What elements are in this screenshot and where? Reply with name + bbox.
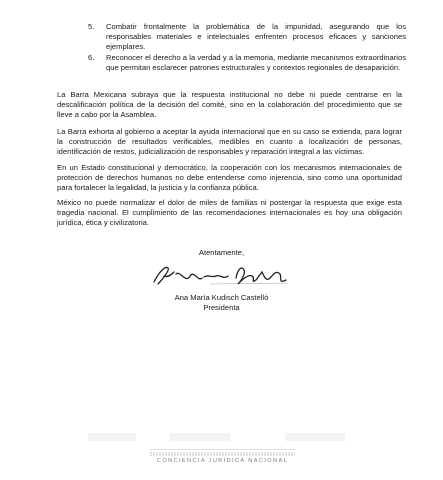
list-item (88, 22, 406, 52)
footer-faint-mark (170, 433, 230, 441)
paragraph: La Barra Mexicana subraya que la respuesta institucional no debe ni puede centrarse en la descalificación política de la decisión del comité, sino en la colaboración del procedimiento que se lleve a cabo por la Asamblea. (57, 90, 402, 119)
paragraph: México no puede normalizar el dolor de miles de familias ni postergar la respuesta que exige esta tragedia nacional. El cumplimiento de las recomendaciones internacionales es hoy una obligación jurídica, ética y civilizatoria. (57, 198, 402, 227)
list-item-text: Combatir frontalmente la problemática de la impunidad, asegurando que los responsables materiales e intelectuales enfrenten procesos eficaces y sanciones ejemplares. (106, 22, 406, 51)
footer-faint-mark (88, 433, 136, 441)
paragraph: En un Estado constitucional y democrático, la cooperación con los mecanismos internacionales de protección de derechos humanos no debe entenderse como injerencia, sino como una oportunidad para fortalecer la legalidad, la justicia y la confianza pública. (57, 163, 402, 192)
footer-divider (150, 449, 295, 450)
handwritten-signature (150, 262, 292, 288)
signatory-title: Presidenta (203, 303, 240, 312)
list-item-number: 6. (88, 53, 95, 62)
footer-fine-print (150, 452, 295, 456)
footer-faint-mark (285, 433, 345, 441)
footer-motto: CONCIENCIA JURÍDICA NACIONAL (156, 458, 289, 464)
recommendations-list (88, 22, 406, 73)
list-item (88, 53, 406, 73)
closing-salutation: Atentamente, (198, 248, 245, 257)
signatory-name: Ana María Kudisch Castelló (174, 293, 269, 302)
paragraph: La Barra exhorta al gobierno a aceptar la ayuda internacional que en su caso se extienda, para lograr la construcción de resultados verificables, medibles en cuanto a localización de personas, identificación de restos, judicialización de responsables y reparación integral a las víctimas. (57, 127, 402, 156)
list-item-text: Reconocer el derecho a la verdad y a la memoria, mediante mecanismos extraordinarios que permitan esclarecer patrones estructurales y contextos regionales de desaparición. (106, 53, 406, 72)
list-item-number: 5. (88, 22, 95, 31)
